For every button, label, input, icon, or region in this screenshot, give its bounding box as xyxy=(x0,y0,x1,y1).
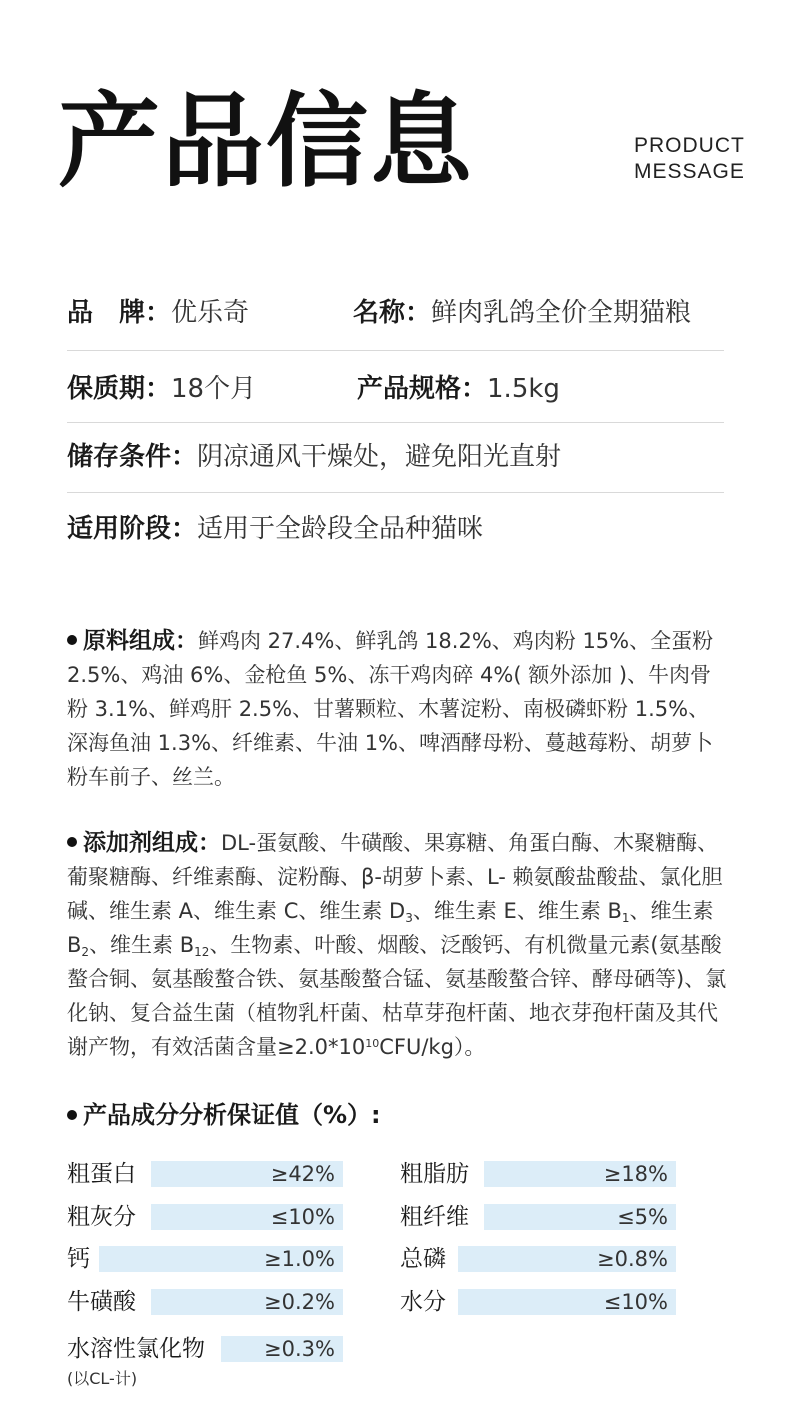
additives-text-2: 、维生素 E、维生素 B xyxy=(412,899,622,923)
divider xyxy=(67,350,724,351)
ingredients-text: 鲜鸡肉 27.4%、鲜乳鸽 18.2%、鸡肉粉 15%、全蛋粉 2.5%、鸡油 6%、金枪鱼 5%、冻干鸡肉碎 4%( 额外添加 )、牛肉骨粉 3.1%、鲜鸡肝 2.5%、甘薯颗粒、木薯淀粉、南极磷虾粉 1.5%、深海鱼油 1.3%、纤维素、牛油 1%、啤酒酵母粉、蔓越莓粉、胡萝卜粉车前子、丝兰。 xyxy=(67,629,714,789)
nutrient-moisture xyxy=(400,1287,676,1317)
page-subtitle xyxy=(634,133,745,185)
nutrient-value: ≥0.2% xyxy=(264,1290,335,1314)
bullet-icon xyxy=(67,635,77,645)
nutrient-value: ≤5% xyxy=(617,1205,668,1229)
additives-text-5: 、生物素、叶酸、烟酸、泛酸钙、有机微量元素(氨基酸螯合铜、氨基酸螯合铁、氨基酸螯合锰、氨基酸螯合锌、酵母硒等)、氯化钠、复合益生菌（植物乳杆菌、枯草芽孢杆菌、地衣芽孢杆菌及其代谢产物，有效活菌含量≥2.0*10 xyxy=(67,933,727,1059)
info-row-storage xyxy=(67,440,724,474)
nutrient-bar xyxy=(221,1336,343,1362)
stage-value: 适用于全龄段全品种猫咪 xyxy=(197,514,484,544)
nutrient-bar xyxy=(151,1289,343,1315)
shelf-life-value: 18个月 xyxy=(171,374,257,404)
ingredients-section xyxy=(67,624,727,794)
product-name-label: 名称： xyxy=(353,298,432,328)
nutrient-total-phosphorus xyxy=(400,1244,676,1274)
nutrient-bar xyxy=(99,1246,343,1272)
info-row-shelf-spec xyxy=(67,372,724,406)
bullet-icon xyxy=(67,837,77,847)
nutrient-value: ≥18% xyxy=(603,1162,668,1186)
nutrient-name: 水溶性氯化物 xyxy=(67,1336,205,1362)
additives-text-6: CFU/kg）。 xyxy=(379,1035,486,1059)
nutrient-value: ≥0.3% xyxy=(264,1337,335,1361)
nutrient-bar xyxy=(484,1161,676,1187)
subtitle-line-1: PRODUCT xyxy=(634,134,745,157)
subscript-b12: 12 xyxy=(194,945,210,959)
nutrient-name: 粗灰分 xyxy=(67,1204,136,1230)
additives-section xyxy=(67,826,727,1064)
bullet-icon xyxy=(67,1110,77,1120)
nutrient-bar xyxy=(484,1204,676,1230)
brand-label: 品 牌： xyxy=(67,298,172,328)
analysis-title-text: 产品成分分析保证值（%）: xyxy=(83,1101,381,1129)
additives-text-1: DL-蛋氨酸、牛磺酸、果寡糖、角蛋白酶、木聚糖酶、葡聚糖酶、纤维素酶、淀粉酶、β-胡萝卜素、L- 赖氨酸盐酸盐、氯化胆碱、维生素 A、维生素 C、维生素 D xyxy=(67,831,723,923)
additives-text-3: 、维生素 B xyxy=(67,899,714,957)
nutrient-name: 钙 xyxy=(67,1246,90,1272)
nutrient-crude-protein xyxy=(67,1159,343,1189)
nutrient-bar xyxy=(458,1289,676,1315)
nutrient-note: (以CL-计) xyxy=(67,1369,138,1388)
nutrient-value: ≥42% xyxy=(270,1162,335,1186)
nutrient-bar xyxy=(458,1246,676,1272)
nutrient-water-soluble-chloride xyxy=(67,1334,343,1388)
spec-value: 1.5kg xyxy=(487,374,560,404)
nutrient-name: 粗纤维 xyxy=(400,1204,469,1230)
nutrient-bar xyxy=(151,1204,343,1230)
info-row-brand-name xyxy=(67,296,724,330)
nutrient-name: 牛磺酸 xyxy=(67,1289,136,1315)
nutrient-bar xyxy=(151,1161,343,1187)
additives-label: 添加剂组成： xyxy=(83,830,221,856)
superscript-10: 10 xyxy=(365,1037,380,1050)
stage-label: 适用阶段： xyxy=(67,514,198,544)
nutrient-value: ≤10% xyxy=(270,1205,335,1229)
product-name-value: 鲜肉乳鸽全价全期猫粮 xyxy=(431,298,692,328)
brand-value: 优乐奇 xyxy=(171,298,250,328)
nutrient-value: ≥1.0% xyxy=(264,1247,335,1271)
nutrient-value: ≥0.8% xyxy=(597,1247,668,1271)
storage-label: 储存条件： xyxy=(67,442,198,472)
info-row-stage xyxy=(67,512,724,546)
nutrient-name: 水分 xyxy=(400,1289,446,1315)
nutrient-crude-fiber xyxy=(400,1202,676,1232)
subscript-b2: 2 xyxy=(81,945,90,959)
subscript-d3: 3 xyxy=(405,911,413,925)
nutrient-taurine xyxy=(67,1287,343,1317)
shelf-life-label: 保质期： xyxy=(67,374,172,404)
ingredients-label: 原料组成： xyxy=(83,628,198,654)
nutrient-name: 粗脂肪 xyxy=(400,1161,469,1187)
additives-text-4: 、维生素 B xyxy=(89,933,195,957)
page-title: 产品信息 xyxy=(58,83,474,202)
nutrient-name: 粗蛋白 xyxy=(67,1161,136,1187)
subscript-b1: 1 xyxy=(621,911,630,925)
divider xyxy=(67,422,724,423)
subtitle-line-2: MESSAGE xyxy=(634,160,745,183)
nutrient-crude-ash xyxy=(67,1202,343,1232)
storage-value: 阴凉通风干燥处，避免阳光直射 xyxy=(197,442,562,472)
nutrient-name: 总磷 xyxy=(400,1246,446,1272)
nutrient-calcium xyxy=(67,1244,343,1274)
nutrient-value: ≤10% xyxy=(603,1290,668,1314)
nutrient-crude-fat xyxy=(400,1159,676,1189)
divider xyxy=(67,492,724,493)
spec-label: 产品规格： xyxy=(357,374,488,404)
analysis-title xyxy=(67,1098,381,1132)
